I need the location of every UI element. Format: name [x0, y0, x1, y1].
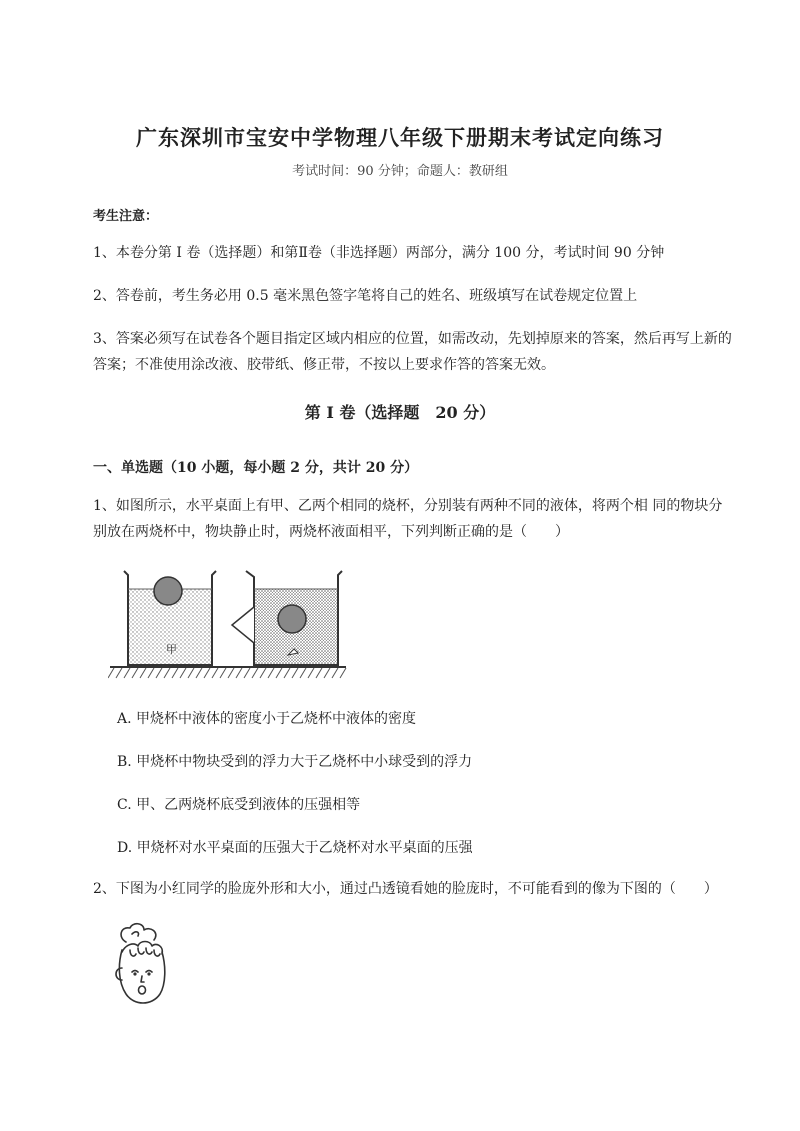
question-group-title: 一、单选题（10 小题，每小题 2 分，共计 20 分） — [93, 460, 419, 476]
question-1-stem: 1、如图所示，水平桌面上有甲、乙两个相同的烧杯，分别装有两种不同的液体，将两个相 同的物块分别放在两烧杯中，物块静止时，两烧杯液面相平，下列判断正确的是（ ） — [93, 498, 723, 540]
option-d[interactable]: D. 甲烧杯对水平桌面的压强大于乙烧杯对水平桌面的压强 — [117, 840, 473, 856]
notice-item-3: 3、答案必须写在试卷各个题目指定区域内相应的位置，如需改动，先划掉原来的答案，然后再写上新的答案；不准使用涂改液、胶带纸、修正带，不按以上要求作答的答案无效。 — [93, 331, 732, 373]
beaker-label-jia: 甲 — [166, 643, 177, 656]
option-c[interactable]: C. 甲、乙两烧杯底受到液体的压强相等 — [117, 797, 361, 813]
block-yi — [278, 605, 306, 633]
option-b[interactable]: B. 甲烧杯中物块受到的浮力大于乙烧杯中小球受到的浮力 — [117, 754, 473, 770]
notice-item-2: 2、答卷前，考生务必用 0.5 毫米黑色签字笔将自己的姓名、班级填写在试卷规定位置上 — [93, 288, 638, 304]
notice-item-1: 1、本卷分第 I 卷（选择题）和第Ⅱ卷（非选择题）两部分，满分 100 分，考试时间 90 分钟 — [93, 245, 665, 261]
notice-heading: 考生注意： — [93, 209, 159, 224]
beaker-yi — [232, 571, 342, 665]
document-title: 广东深圳市宝安中学物理八年级下册期末考试定向练习 — [136, 125, 664, 150]
block-jia — [154, 577, 182, 605]
section-title: 第 I 卷（选择题 20 分） — [304, 403, 496, 422]
question-2-stem: 2、下图为小红同学的脸庞外形和大小，通过凸透镜看她的脸庞时，不可能看到的像为下图的（ ） — [93, 881, 718, 897]
beaker-jia — [124, 571, 216, 665]
beakers-figure — [108, 563, 348, 685]
table-surface — [108, 667, 346, 678]
exam-info: 考试时间：90 分钟；命题人：教研组 — [292, 164, 508, 179]
girl-face-figure — [108, 920, 178, 1015]
option-a[interactable]: A. 甲烧杯中液体的密度小于乙烧杯中液体的密度 — [117, 711, 417, 727]
